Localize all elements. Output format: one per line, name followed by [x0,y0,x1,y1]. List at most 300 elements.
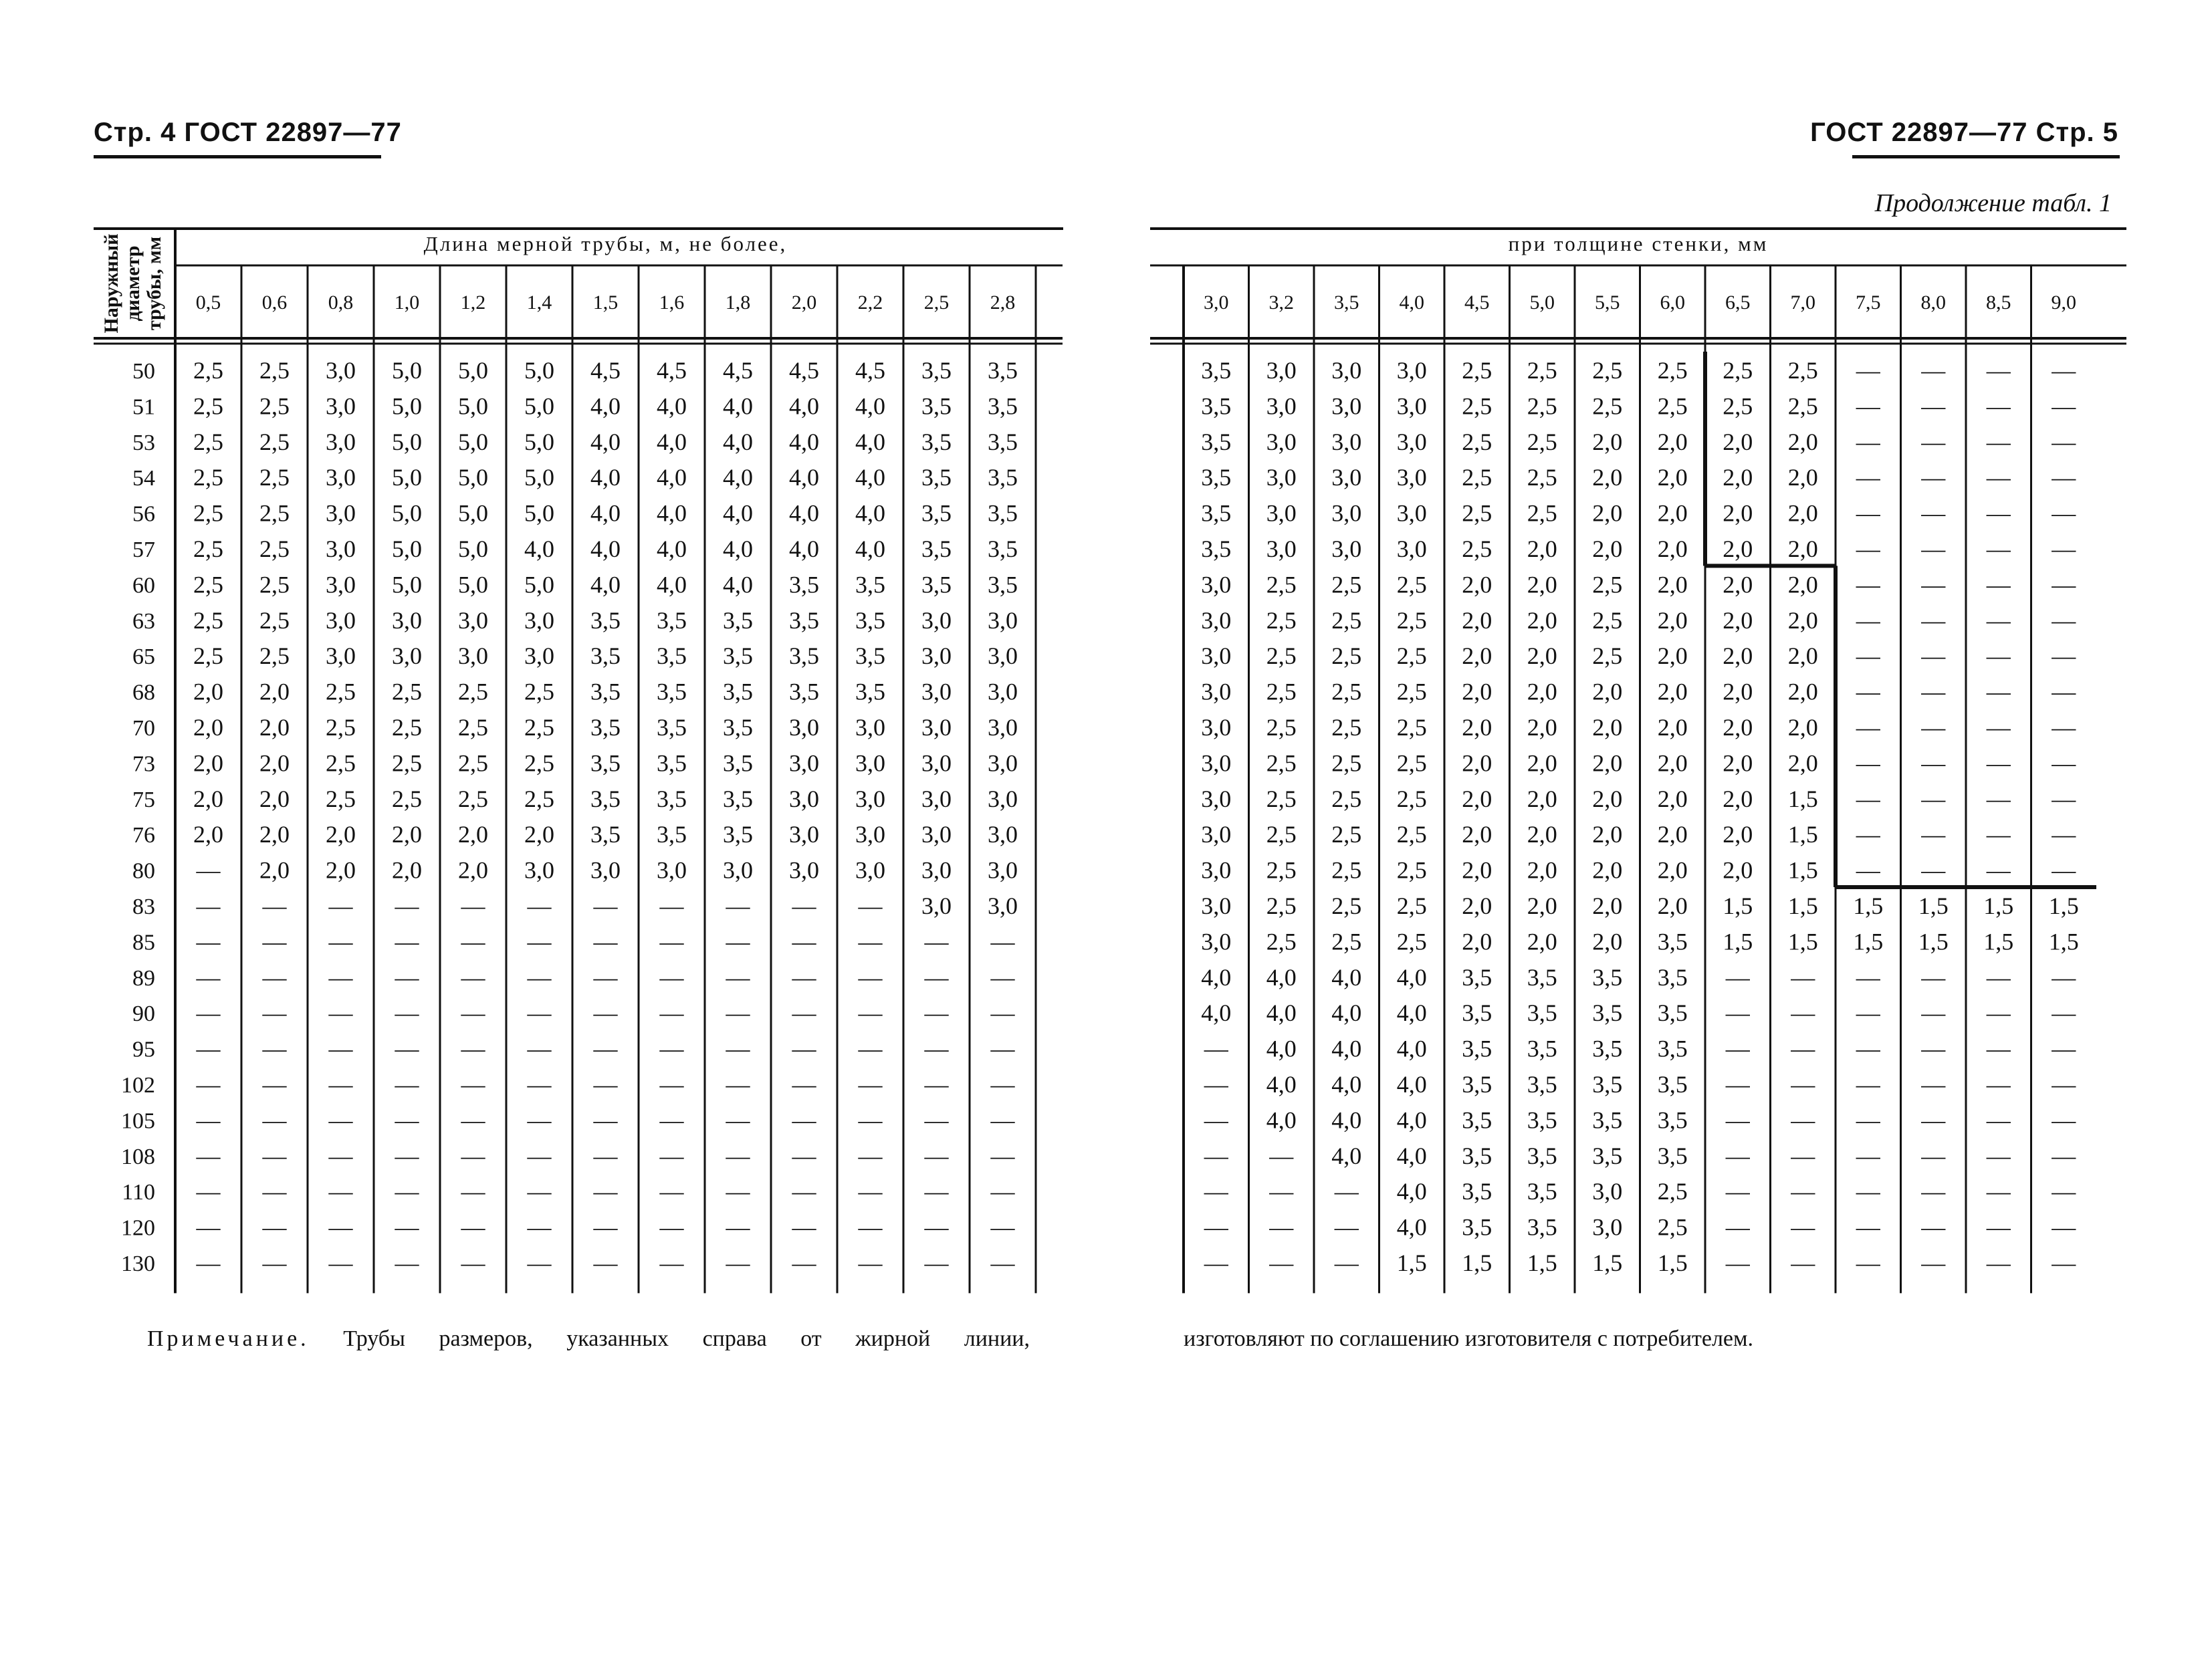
diameter-cell: 63 [132,608,155,634]
left-value-cell: — [527,1249,552,1276]
right-value-cell: — [1269,1178,1294,1205]
right-value-cell: 2,5 [1396,785,1427,812]
right-value-cell: — [1856,535,1880,562]
right-value-cell: 2,0 [1527,749,1557,777]
right-value-cell: — [2052,856,2076,884]
left-value-cell: — [726,1213,750,1241]
right-value-cell: 2,0 [1723,464,1753,491]
left-value-cell: — [527,1178,552,1205]
left-value-cell: 2,0 [259,821,290,848]
left-value-cell: 4,0 [855,428,885,455]
right-value-cell: — [1921,535,1946,562]
right-value-cell: 1,5 [1723,892,1753,919]
diameter-cell: 110 [122,1180,155,1205]
left-value-cell: 3,0 [326,535,356,562]
right-value-cell: — [1269,1249,1294,1276]
right-value-cell: — [1204,1178,1228,1205]
left-value-cell: 4,0 [590,464,621,491]
right-value-cell: 2,5 [1266,785,1297,812]
left-value-cell: 2,0 [326,856,356,884]
right-value-cell: — [1921,1178,1946,1205]
left-value-cell: 5,0 [524,357,554,384]
left-column-header: 1,5 [592,291,619,314]
right-value-cell: — [2052,428,2076,455]
left-column-header: 0,8 [328,291,354,314]
right-column-header: 3,5 [1334,291,1359,314]
page-header-left: Стр. 4 ГОСТ 22897—77 [94,118,402,147]
right-value-cell: 2,0 [1723,428,1753,455]
left-value-cell: — [726,928,750,955]
right-value-cell: 3,5 [1201,499,1232,527]
left-value-cell: 2,5 [458,678,488,705]
right-value-cell: 3,5 [1462,1106,1492,1134]
left-value-cell: 3,0 [326,357,356,384]
right-value-cell: 3,0 [1201,785,1232,812]
right-value-cell: 3,5 [1527,1106,1557,1134]
right-value-cell: — [1856,999,1880,1027]
left-value-cell: 5,0 [524,428,554,455]
left-value-cell: 4,0 [855,499,885,527]
right-value-cell: — [1921,785,1946,812]
left-value-cell: 2,0 [326,821,356,848]
left-value-cell: — [593,1142,618,1169]
right-value-cell: 2,5 [1396,928,1427,955]
right-value-cell: 3,5 [1201,428,1232,455]
left-value-cell: 5,0 [458,464,488,491]
left-value-cell: — [924,928,949,955]
left-value-cell: 3,5 [855,571,885,598]
left-value-cell: 4,5 [590,357,621,384]
diameter-cell: 57 [132,537,155,562]
left-value-cell: — [990,1249,1015,1276]
left-value-cell: — [196,1249,221,1276]
right-value-cell: — [1921,1213,1946,1241]
left-value-cell: 3,5 [657,785,687,812]
right-value-cell: — [2052,714,2076,741]
right-value-cell: 2,0 [1592,499,1623,527]
right-value-cell: 4,0 [1266,999,1297,1027]
right-value-cell: 2,5 [1462,428,1492,455]
right-value-cell: 3,5 [1527,1178,1557,1205]
right-value-cell: 3,0 [1266,499,1297,527]
left-value-cell: — [527,999,552,1027]
right-value-cell: — [2052,678,2076,705]
left-value-cell: 3,0 [921,642,952,670]
right-value-cell: — [1725,1142,1750,1169]
right-value-cell: 2,5 [1396,678,1427,705]
right-value-cell: — [1986,428,2011,455]
diameter-cell: 90 [132,1001,155,1027]
left-value-cell: 2,5 [458,714,488,741]
right-value-cell: 2,0 [1462,749,1492,777]
right-value-cell: — [1986,714,2011,741]
left-column-header: 1,2 [460,291,486,314]
right-value-cell: — [1791,1213,1815,1241]
left-value-cell: 3,0 [988,678,1018,705]
right-value-cell: 4,0 [1331,1071,1362,1098]
right-value-cell: — [1791,999,1815,1027]
left-value-cell: — [792,1178,816,1205]
right-value-cell: — [1921,749,1946,777]
right-value-cell: 4,0 [1396,999,1427,1027]
right-value-cell: 4,0 [1331,1106,1362,1134]
left-value-cell: 3,0 [988,892,1018,919]
left-value-cell: — [990,1035,1015,1062]
right-value-cell: 2,5 [1527,357,1557,384]
left-value-cell: 2,5 [259,357,290,384]
right-value-cell: 2,0 [1723,499,1753,527]
left-value-cell: — [262,999,287,1027]
right-value-cell: 2,0 [1723,571,1753,598]
left-value-cell: — [726,999,750,1027]
left-value-cell: — [990,1106,1015,1134]
right-value-cell: 2,0 [1787,606,1818,634]
right-value-cell: 2,0 [1657,892,1688,919]
left-value-cell: 2,5 [259,428,290,455]
left-value-cell: 2,5 [392,714,422,741]
note-left [147,1326,1030,1352]
left-value-cell: — [196,1142,221,1169]
left-value-cell: 2,5 [193,499,223,527]
left-value-cell: 3,0 [326,464,356,491]
right-value-cell: 3,5 [1592,1106,1623,1134]
left-value-cell: — [461,1071,485,1098]
right-value-cell: 4,0 [1396,963,1427,991]
left-value-cell: 3,5 [921,571,952,598]
left-value-cell: — [527,963,552,991]
left-value-cell: 4,0 [789,464,819,491]
stub-header-line: Наружный [100,233,122,334]
right-value-cell: 3,0 [1201,856,1232,884]
right-value-cell: 2,5 [1266,571,1297,598]
right-value-cell: 2,0 [1527,892,1557,919]
left-value-cell: — [395,963,419,991]
right-value-cell: — [1986,464,2011,491]
left-value-cell: 3,5 [988,464,1018,491]
right-value-cell: 2,5 [1723,357,1753,384]
right-value-cell: 2,5 [1592,571,1623,598]
left-value-cell: — [395,1178,419,1205]
right-value-cell: — [1986,571,2011,598]
right-value-cell: 3,0 [1201,606,1232,634]
right-value-cell: — [1334,1249,1359,1276]
right-value-cell: — [1725,1035,1750,1062]
right-value-cell: — [1204,1213,1228,1241]
left-value-cell: — [593,963,618,991]
left-value-cell: 3,5 [789,678,819,705]
right-value-cell: 2,0 [1592,821,1623,848]
right-value-cell: — [2052,499,2076,527]
right-value-cell: 3,5 [1592,1035,1623,1062]
right-value-cell: 2,0 [1723,749,1753,777]
right-value-cell: 2,0 [1787,535,1818,562]
left-value-cell: 3,0 [326,428,356,455]
right-value-cell: 2,5 [1592,357,1623,384]
right-value-cell: — [1986,749,2011,777]
left-value-cell: — [659,892,684,919]
right-value-cell: 2,5 [1396,571,1427,598]
left-value-cell: — [395,1142,419,1169]
right-value-cell: 4,0 [1266,963,1297,991]
right-value-cell: 3,5 [1462,1142,1492,1169]
right-value-cell: — [1269,1142,1294,1169]
right-value-cell: — [1986,678,2011,705]
right-value-cell: — [2052,571,2076,598]
right-value-cell: 2,0 [1787,678,1818,705]
left-value-cell: 3,5 [590,821,621,848]
right-value-cell: 2,0 [1657,785,1688,812]
left-value-cell: — [262,892,287,919]
right-value-cell: 2,5 [1657,1213,1688,1241]
page-header-right: ГОСТ 22897—77 Стр. 5 [1810,118,2118,147]
left-value-cell: 4,0 [657,535,687,562]
left-column-header: 2,0 [791,291,817,314]
right-value-cell: 3,5 [1201,357,1232,384]
right-value-cell: — [2052,1249,2076,1276]
right-value-cell: — [1921,392,1946,420]
left-value-cell: 3,5 [789,642,819,670]
right-value-cell: 2,0 [1657,464,1688,491]
right-value-cell: 4,0 [1331,963,1362,991]
left-value-cell: — [527,1142,552,1169]
diameter-cell: 75 [132,787,155,812]
right-value-cell: — [1204,1249,1228,1276]
right-value-cell: 2,0 [1657,606,1688,634]
right-value-cell: 2,5 [1331,571,1362,598]
diameter-cell: 105 [121,1108,155,1134]
right-value-cell: 2,0 [1723,856,1753,884]
right-value-cell: — [1725,963,1750,991]
right-value-cell: — [1856,499,1880,527]
left-value-cell: 2,0 [259,714,290,741]
left-value-cell: — [726,1035,750,1062]
left-value-cell: 3,5 [921,464,952,491]
right-value-cell: 2,0 [1592,856,1623,884]
left-value-cell: — [262,963,287,991]
right-value-cell: 2,0 [1527,821,1557,848]
diameter-cell: 108 [121,1144,155,1169]
right-value-cell: 2,0 [1527,714,1557,741]
left-value-cell: — [593,1106,618,1134]
left-value-cell: 2,5 [259,642,290,670]
left-value-cell: — [792,1035,816,1062]
right-value-cell: — [1856,606,1880,634]
left-value-cell: 5,0 [458,392,488,420]
right-value-cell: — [1856,1249,1880,1276]
left-value-cell: 4,0 [590,535,621,562]
left-value-cell: 5,0 [458,499,488,527]
left-value-cell: 3,0 [988,749,1018,777]
left-value-cell: 4,0 [723,464,753,491]
left-value-cell: 3,5 [723,642,753,670]
right-value-cell: 1,5 [1787,785,1818,812]
right-value-cell: 2,5 [1396,892,1427,919]
right-value-cell: — [1986,392,2011,420]
left-value-cell: 4,0 [789,535,819,562]
left-value-cell: 2,5 [392,678,422,705]
left-value-cell: — [858,928,883,955]
left-value-cell: 2,5 [193,357,223,384]
right-value-cell: 3,0 [1201,642,1232,670]
right-value-cell: 4,0 [1331,1035,1362,1062]
right-value-cell: 2,5 [1266,606,1297,634]
right-value-cell: — [1856,749,1880,777]
left-value-cell: 3,0 [855,714,885,741]
left-value-cell: — [924,1035,949,1062]
left-value-cell: 2,5 [259,571,290,598]
left-value-cell: — [726,1106,750,1134]
left-value-cell: 2,5 [193,464,223,491]
left-value-cell: 4,0 [855,535,885,562]
right-value-cell: 2,5 [1396,642,1427,670]
right-value-cell: — [1856,1071,1880,1098]
left-value-cell: — [395,1071,419,1098]
right-value-cell: 4,0 [1266,1106,1297,1134]
right-value-cell: — [1921,963,1946,991]
right-value-cell: 1,5 [1787,856,1818,884]
right-value-cell: 2,0 [1592,892,1623,919]
right-value-cell: — [1921,357,1946,384]
left-value-cell: 3,5 [988,535,1018,562]
left-value-cell: — [527,1071,552,1098]
right-value-cell: 3,0 [1201,892,1232,919]
left-value-cell: 2,0 [392,856,422,884]
left-value-cell: 3,5 [590,606,621,634]
diameter-cell: 70 [132,716,155,741]
left-value-cell: — [461,1142,485,1169]
right-value-cell: 3,5 [1527,1213,1557,1241]
diameter-cell: 73 [132,751,155,777]
left-value-cell: 3,5 [988,499,1018,527]
right-value-cell: 2,5 [1527,464,1557,491]
left-value-cell: 4,0 [590,499,621,527]
left-value-cell: — [262,1249,287,1276]
left-value-cell: 2,5 [524,749,554,777]
right-value-cell: 2,0 [1657,571,1688,598]
right-value-cell: — [1921,678,1946,705]
left-value-cell: 3,0 [392,606,422,634]
right-value-cell: 4,0 [1201,999,1232,1027]
left-value-cell: — [395,1035,419,1062]
right-value-cell: — [1856,392,1880,420]
right-value-cell: 2,0 [1592,464,1623,491]
left-value-cell: 3,0 [326,499,356,527]
right-column-header: 9,0 [2051,291,2076,314]
left-value-cell: 4,5 [789,357,819,384]
left-column-header: 1,0 [394,291,420,314]
right-value-cell: 3,0 [1396,392,1427,420]
right-value-cell: — [1986,856,2011,884]
right-value-cell: 2,0 [1462,606,1492,634]
left-value-cell: 4,0 [657,464,687,491]
left-value-cell: — [328,1106,353,1134]
left-value-cell: — [593,892,618,919]
left-value-cell: 2,5 [259,392,290,420]
left-value-cell: 3,5 [921,499,952,527]
left-value-cell: 2,0 [193,821,223,848]
right-value-cell: — [1856,357,1880,384]
left-value-cell: 2,0 [259,678,290,705]
left-value-cell: — [262,1106,287,1134]
left-value-cell: 2,5 [193,392,223,420]
diameter-cell: 60 [132,573,155,598]
right-value-cell: 3,5 [1527,963,1557,991]
right-value-cell: — [1856,856,1880,884]
right-value-cell: — [1921,499,1946,527]
left-value-cell: — [395,1106,419,1134]
right-value-cell: — [1921,1142,1946,1169]
left-value-cell: — [328,892,353,919]
right-value-cell: 3,0 [1266,392,1297,420]
right-value-cell: 1,5 [1853,892,1884,919]
right-value-cell: 3,0 [1201,928,1232,955]
right-value-cell: 3,5 [1462,1213,1492,1241]
left-column-header: 1,6 [659,291,685,314]
left-value-cell: 3,0 [988,821,1018,848]
left-value-cell: 3,5 [988,357,1018,384]
left-value-cell: — [659,999,684,1027]
right-column-header: 8,0 [1920,291,1946,314]
left-value-cell: — [726,1071,750,1098]
left-value-cell: 2,5 [259,499,290,527]
left-value-cell: 2,0 [524,821,554,848]
left-value-cell: — [262,928,287,955]
right-value-cell: 2,5 [1723,392,1753,420]
left-value-cell: 5,0 [458,357,488,384]
right-value-cell: 4,0 [1331,1142,1362,1169]
diameter-cell: 102 [121,1073,155,1098]
left-value-cell: 3,0 [789,856,819,884]
right-value-cell: — [1986,963,2011,991]
left-value-cell: 3,5 [988,392,1018,420]
left-value-cell: — [328,999,353,1027]
right-value-cell: 2,5 [1331,642,1362,670]
left-value-cell: 3,0 [921,678,952,705]
right-value-cell: — [1791,1178,1815,1205]
left-value-cell: 3,0 [326,606,356,634]
left-value-cell: — [196,1071,221,1098]
diameter-cell: 95 [132,1037,155,1062]
right-column-header: 7,0 [1790,291,1815,314]
right-value-cell: 2,5 [1657,1178,1688,1205]
left-value-cell: 3,0 [988,714,1018,741]
left-value-cell: — [924,1071,949,1098]
right-value-cell: — [1791,963,1815,991]
right-value-cell: — [1986,1213,2011,1241]
left-value-cell: 3,5 [921,392,952,420]
left-value-cell: 4,5 [855,357,885,384]
right-value-cell: 1,5 [1396,1249,1427,1276]
left-value-cell: 3,5 [723,678,753,705]
diameter-cell: 130 [121,1251,155,1276]
left-value-cell: — [924,1178,949,1205]
right-column-header: 6,5 [1725,291,1751,314]
right-value-cell: 3,5 [1201,535,1232,562]
right-value-cell: — [1791,1106,1815,1134]
left-value-cell: — [792,1249,816,1276]
left-column-header: 2,5 [923,291,950,314]
right-value-cell: 2,5 [1331,928,1362,955]
right-column-header: 5,5 [1595,291,1620,314]
left-value-cell: 3,5 [723,714,753,741]
left-value-cell: 5,0 [524,392,554,420]
left-value-cell: — [461,1035,485,1062]
left-value-cell: — [792,999,816,1027]
left-value-cell: 3,5 [723,606,753,634]
right-value-cell: 2,5 [1396,856,1427,884]
left-value-cell: 2,5 [193,535,223,562]
left-value-cell: 2,5 [392,785,422,812]
